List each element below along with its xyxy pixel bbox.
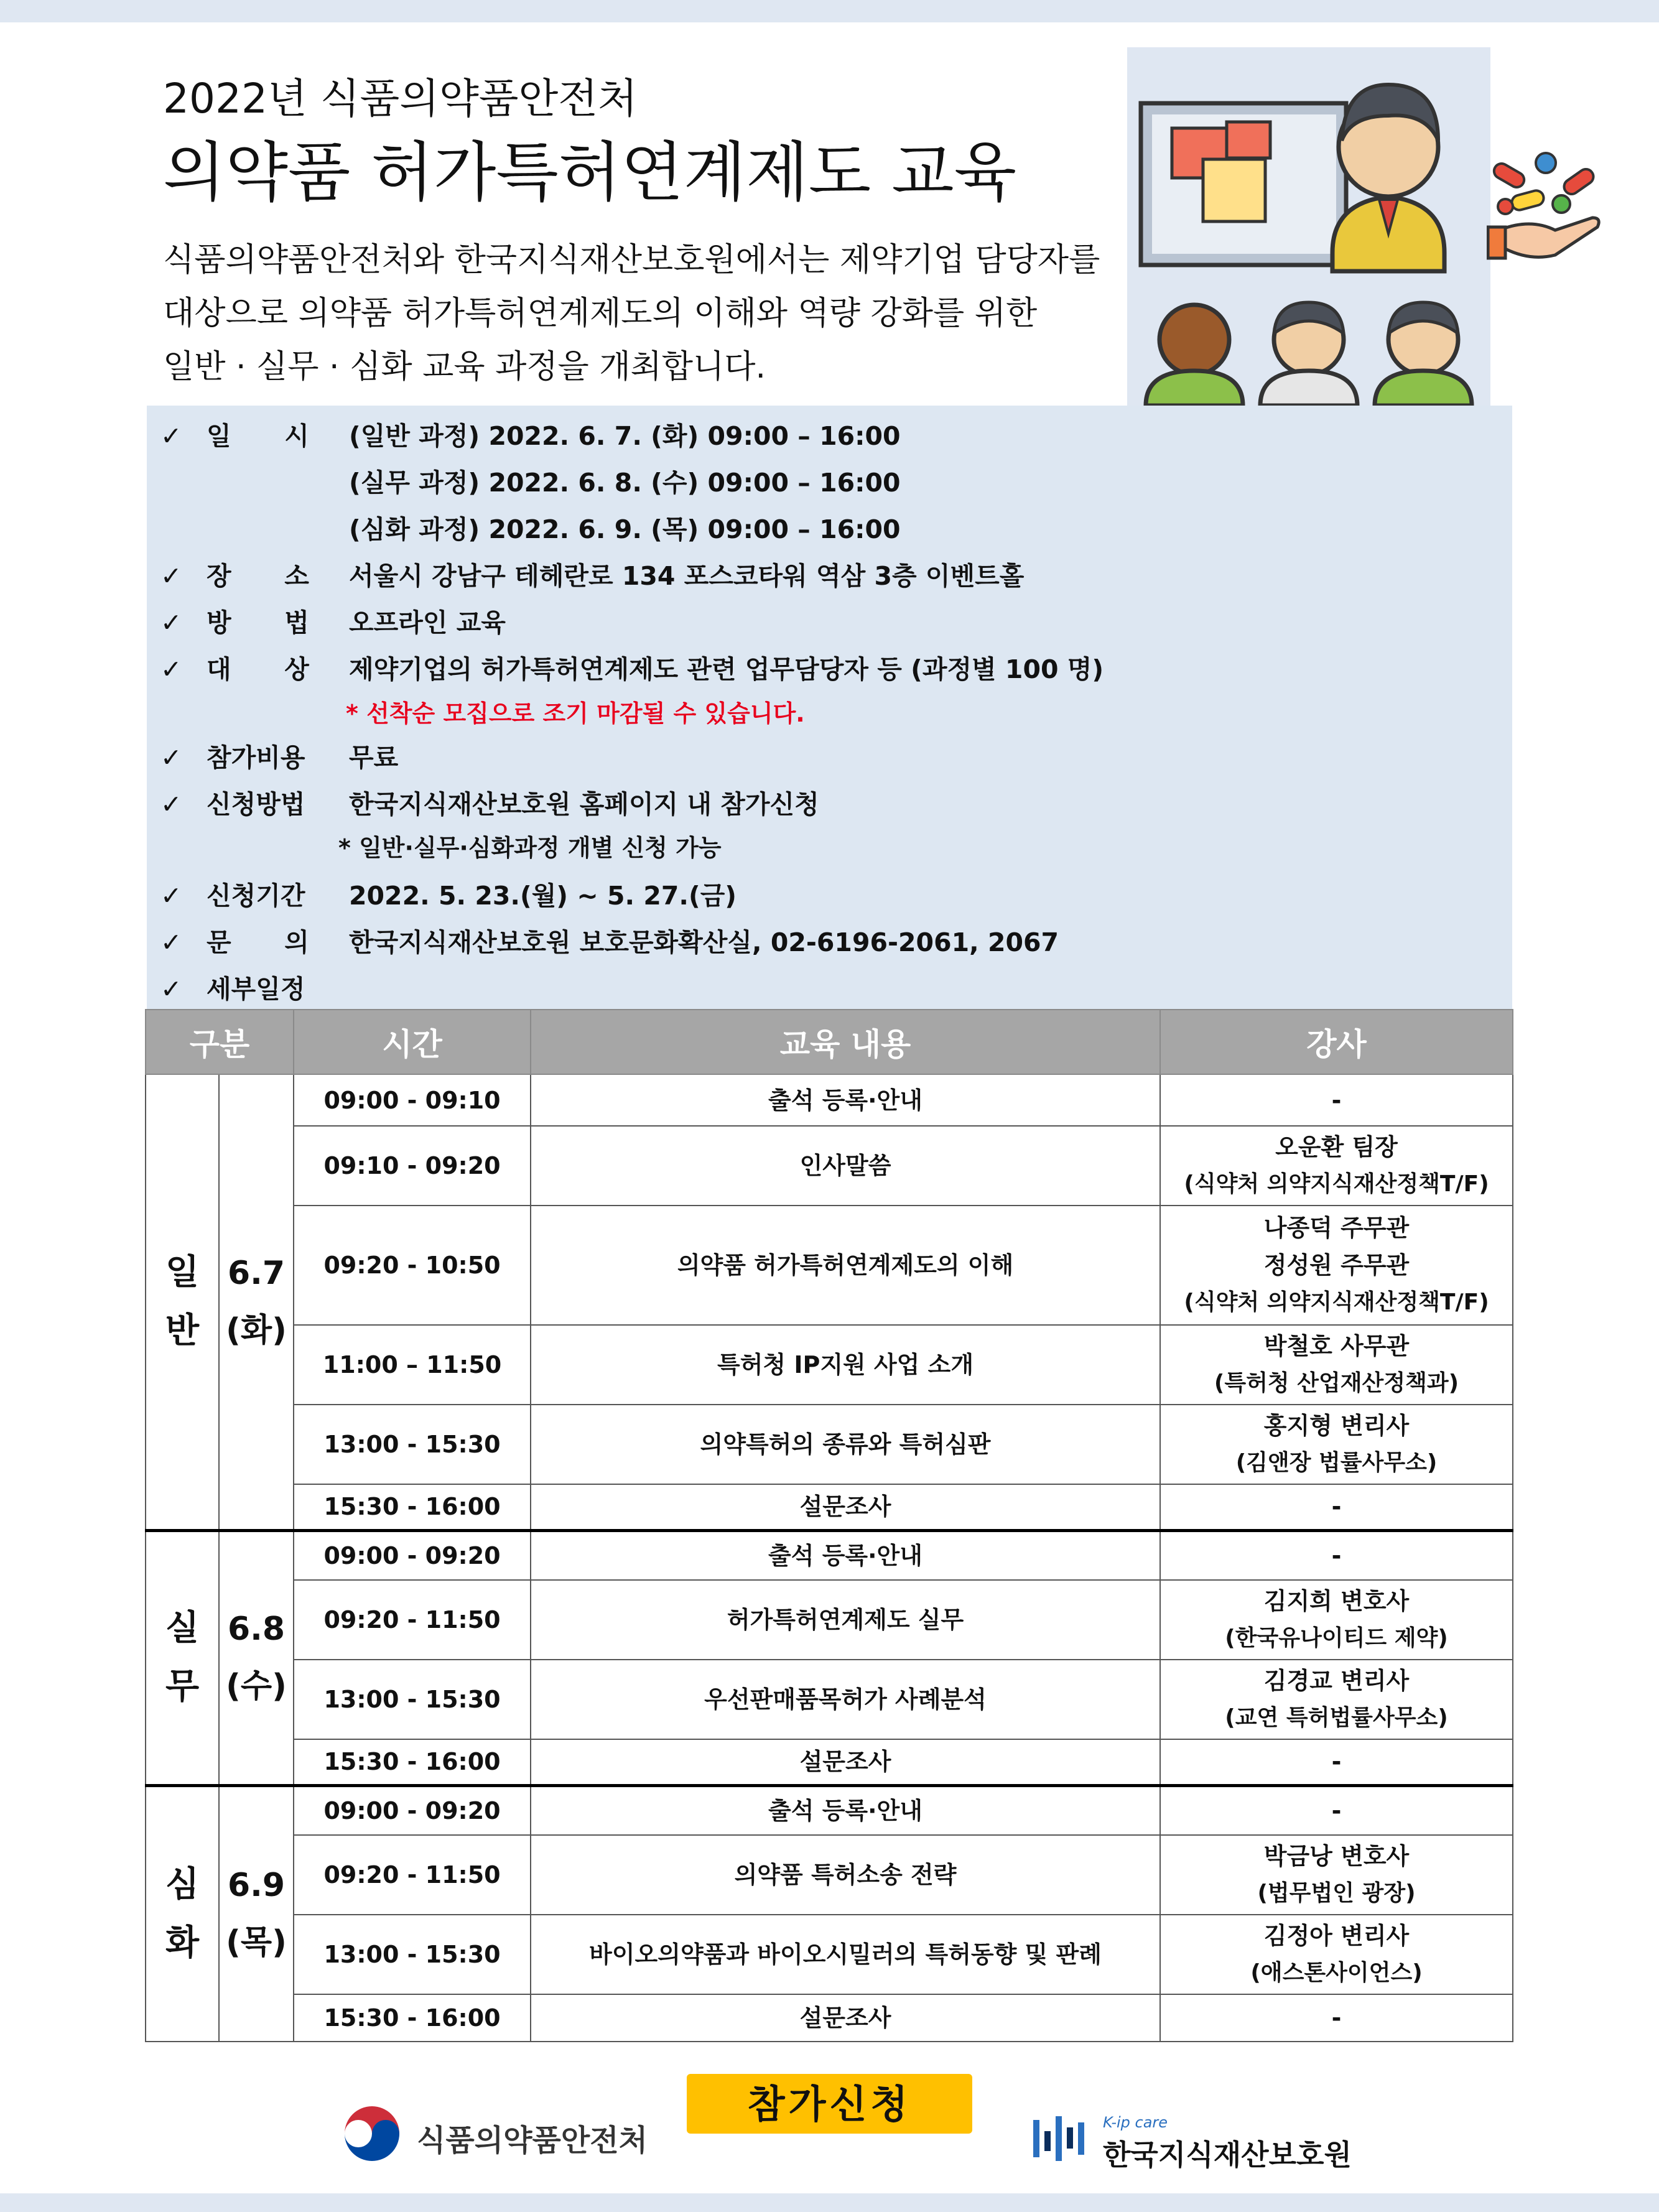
row-time: 09:20 - 10:50 [294,1206,531,1325]
check-icon: ✓ [160,974,182,1004]
instructor-name: - [1331,1541,1342,1569]
row-time: 13:00 - 15:30 [294,1405,531,1484]
section-date: 6.8 (수) [219,1530,294,1785]
instructor-name: 홍지형 변리사 [1263,1412,1410,1439]
kipo-name: 한국지식재산보호원 [1103,2138,1352,2172]
row-time: 15:30 - 16:00 [294,1484,531,1530]
info-value: 한국지식재산보호원 보호문화확산실, 02-6196-2061, 2067 [349,927,1059,957]
row-instructor [1160,1835,1513,1915]
check-icon: ✓ [160,743,182,773]
row-instructor [1160,1785,1513,1835]
check-icon: ✓ [160,608,182,638]
table-header-row [146,1010,1513,1074]
table-row [146,1126,1513,1206]
row-instructor [1160,1580,1513,1660]
row-instructor [1160,1484,1513,1530]
row-time: 09:00 - 09:10 [294,1074,531,1126]
table-row [146,1580,1513,1660]
section-date: 6.9 (목) [219,1785,294,2042]
row-time: 09:00 - 09:20 [294,1530,531,1580]
info-panel [147,406,1512,1009]
early-close-note: * 선착순 모집으로 조기 마감될 수 있습니다. [346,700,805,727]
intro-line: 일반 · 실무 · 심화 교육 과정을 개최합니다. [163,348,766,386]
row-instructor [1160,1074,1513,1126]
mfds-emblem-icon [342,2104,402,2163]
row-content: 설문조사 [531,1994,1160,2042]
table-row [146,1835,1513,1915]
info-value: 무료 [349,743,399,773]
instructor-org: (식약처 의약지식재산정책T/F) [1184,1171,1489,1197]
instructor-name: 김지희 변호사 [1263,1587,1410,1615]
instructor-name: - [1331,2004,1342,2032]
section-date: 6.7 (화) [219,1074,294,1530]
info-label: 세부일정 [207,974,305,1004]
row-content: 출석 등록·안내 [531,1074,1160,1126]
table-row [146,1660,1513,1739]
info-label: 신청기간 [207,881,305,911]
row-time: 13:00 - 15:30 [294,1660,531,1739]
row-time: 15:30 - 16:00 [294,1994,531,2042]
row-content: 출석 등록·안내 [531,1785,1160,1835]
check-icon: ✓ [160,789,182,819]
row-time: 15:30 - 16:00 [294,1739,531,1785]
instructor-name: 오운환 팀장 [1275,1133,1398,1161]
info-value: (일반 과정) 2022. 6. 7. (화) 09:00 – 16:00 [349,421,901,451]
section-name: 실 무 [146,1530,219,1785]
info-value: (심화 과정) 2022. 6. 9. (목) 09:00 – 16:00 [349,514,901,544]
info-value: 서울시 강남구 테헤란로 134 포스코타워 역삼 3층 이벤트홀 [349,561,1025,591]
check-icon: ✓ [160,927,182,957]
check-icon: ✓ [160,561,182,591]
info-label: 참가비용 [207,743,305,773]
row-time: 09:10 - 09:20 [294,1126,531,1206]
instructor-org: (김앤장 법률사무소) [1235,1450,1438,1475]
table-row [146,1484,1513,1530]
section-name: 심 화 [146,1785,219,2042]
table-row [146,1785,1513,1835]
row-instructor [1160,1739,1513,1785]
info-label: 문 의 [207,927,309,957]
mfds-name: 식품의약품안전처 [417,2123,648,2158]
header-year-line: 2022년 식품의약품안전처 [163,75,638,123]
table-row [146,1915,1513,1994]
apply-button[interactable]: 참가신청 [687,2074,972,2134]
table-row [146,1530,1513,1580]
row-instructor [1160,1126,1513,1206]
check-icon: ✓ [160,421,182,451]
table-row [146,1994,1513,2042]
row-content: 우선판매품목허가 사례분석 [531,1660,1160,1739]
row-content: 의약품 특허소송 전략 [531,1835,1160,1915]
info-label: 방 법 [207,608,309,638]
table-row [146,1074,1513,1126]
presenter-illustration [1127,47,1490,406]
info-label: 대 상 [207,654,309,684]
intro-line: 대상으로 의약품 허가특허연계제도의 이해와 역량 강화를 위한 [163,295,1038,332]
intro-text [163,233,1133,394]
table-row [146,1739,1513,1785]
instructor-name: - [1331,1796,1342,1824]
row-instructor [1160,1325,1513,1405]
instructor-name: 김정아 변리사 [1263,1922,1410,1949]
info-label: 장 소 [207,561,309,591]
check-icon: ✓ [160,881,182,911]
table-row [146,1405,1513,1484]
row-content: 바이오의약품과 바이오시밀러의 특허동향 및 판례 [531,1915,1160,1994]
row-instructor [1160,1915,1513,1994]
row-time: 11:00 – 11:50 [294,1325,531,1405]
table-row [146,1325,1513,1405]
info-value: 한국지식재산보호원 홈페이지 내 참가신청 [349,789,819,819]
table-row [146,1206,1513,1325]
header-time: 시간 [294,1010,531,1074]
instructor-org: (애스톤사이언스) [1250,1960,1423,1986]
schedule-table [145,1009,1513,2042]
info-value: 2022. 5. 23.(월) ~ 5. 27.(금) [349,881,737,911]
row-content: 출석 등록·안내 [531,1530,1160,1580]
row-instructor [1160,1994,1513,2042]
instructor-org: (특허청 산업재산정책과) [1214,1370,1459,1396]
info-value: 제약기업의 허가특허연계제도 관련 업무담당자 등 (과정별 100 명) [349,654,1104,684]
row-content: 인사말씀 [531,1126,1160,1206]
row-content: 허가특허연계제도 실무 [531,1580,1160,1660]
info-value: (실무 과정) 2022. 6. 8. (수) 09:00 – 16:00 [349,468,901,498]
apply-note: * 일반·실무·심화과정 개별 신청 가능 [338,834,722,862]
kipo-tagline: K-ip care [1103,2114,1168,2131]
top-band [0,0,1659,22]
instructor-name: 박철호 사무관 [1263,1332,1410,1360]
info-label: 신청방법 [207,789,305,819]
row-time: 09:20 - 11:50 [294,1835,531,1915]
instructor-org: (교연 특허법률사무소) [1225,1705,1448,1731]
row-time: 09:20 - 11:50 [294,1580,531,1660]
instructor-name: 김경교 변리사 [1263,1667,1410,1694]
instructor-name: 나종덕 주무관 [1263,1214,1410,1242]
instructor-name: - [1331,1086,1342,1114]
row-content: 설문조사 [531,1739,1160,1785]
instructor-name: - [1331,1493,1342,1521]
kipo-mark-icon [1029,2114,1092,2163]
instructor-name: 박금낭 변호사 [1263,1843,1410,1870]
header-category: 구분 [146,1010,294,1074]
row-time: 13:00 - 15:30 [294,1915,531,1994]
instructor-org: (식약처 의약지식재산정책T/F) [1184,1290,1489,1315]
instructor-org: (한국유나이티드 제약) [1225,1625,1448,1651]
page-title: 의약품 허가특허연계제도 교육 [163,134,1017,210]
pill-hand-icon [1487,149,1611,276]
bottom-band [0,2193,1659,2212]
row-content: 설문조사 [531,1484,1160,1530]
info-label: 일 시 [207,421,309,451]
info-value: 오프라인 교육 [349,608,506,638]
row-instructor [1160,1206,1513,1325]
header-content: 교육 내용 [531,1010,1160,1074]
header-instructor: 강사 [1160,1010,1513,1074]
instructor-name: 정성원 주무관 [1263,1252,1410,1279]
section-name: 일 반 [146,1074,219,1530]
check-icon: ✓ [160,654,182,684]
row-content: 의약품 허가특허연계제도의 이해 [531,1206,1160,1325]
instructor-org: (법무법인 광장) [1257,1880,1416,1906]
row-instructor [1160,1660,1513,1739]
row-content: 의약특허의 종류와 특허심판 [531,1405,1160,1484]
row-instructor [1160,1405,1513,1484]
row-time: 09:00 - 09:20 [294,1785,531,1835]
instructor-name: - [1331,1748,1342,1776]
intro-line: 식품의약품안전처와 한국지식재산보호원에서는 제약기업 담당자를 [163,241,1100,279]
row-content: 특허청 IP지원 사업 소개 [531,1325,1160,1405]
row-instructor [1160,1530,1513,1580]
